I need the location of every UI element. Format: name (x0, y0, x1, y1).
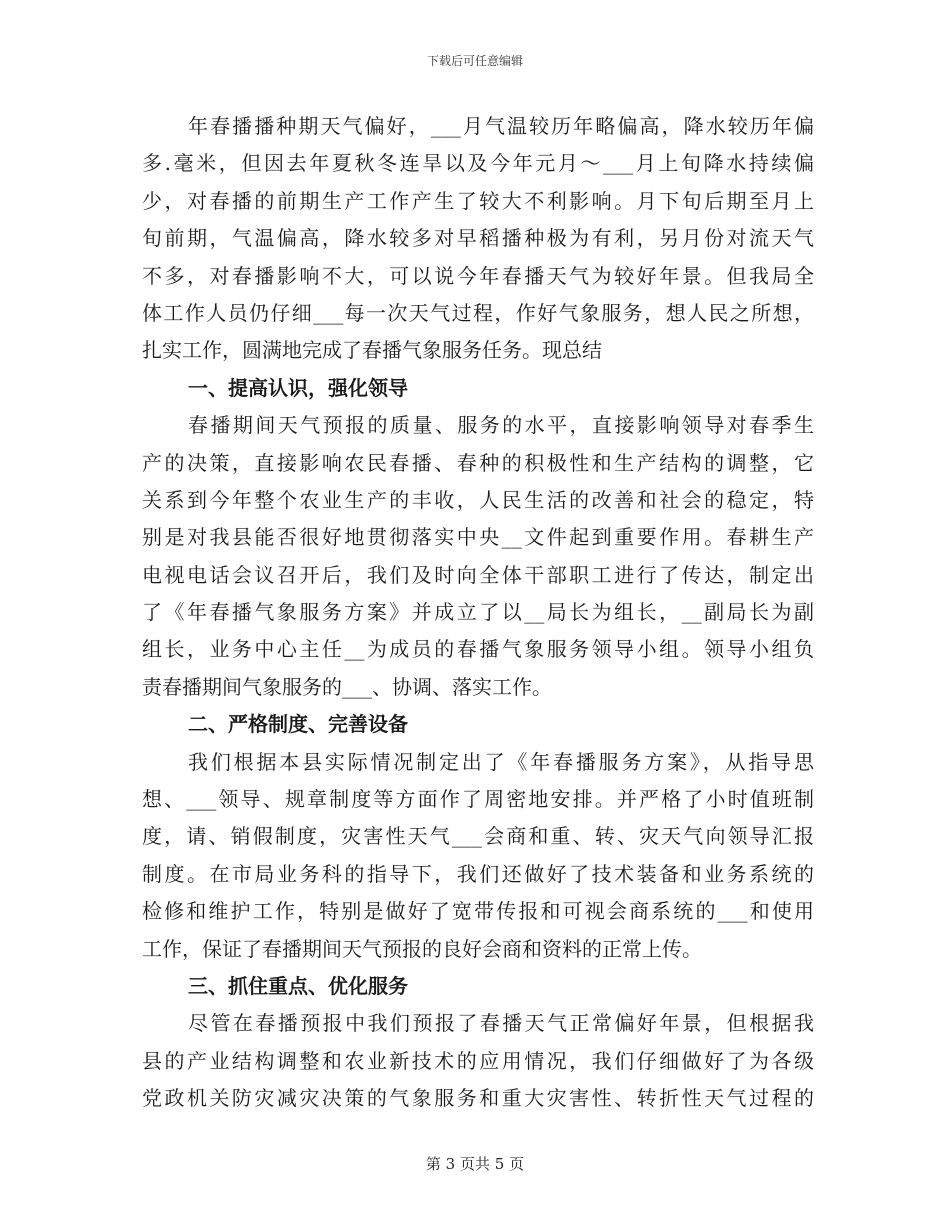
paragraph-line: 工作，保证了春播期间天气预报的良好会商和资料的正常上传。 (142, 936, 702, 961)
paragraph-line: 电视电话会议召开后，我们及时向全体干部职工进行了传达，制定出 (142, 562, 814, 587)
paragraph-line: 扎实工作，圆满地完成了春播气象服务任务。现总结 (142, 338, 602, 363)
page-header-note: 下载后可任意编辑 (426, 54, 523, 68)
paragraph-line: 县的产业结构调整和农业新技术的应用情况，我们仔细做好了为各级 (142, 1048, 814, 1073)
paragraph-line: 少，对春播的前期生产工作产生了较大不利影响。月下旬后期至月上 (142, 188, 814, 213)
section-heading: 二、严格制度、完善设备 (188, 712, 408, 737)
paragraph-line: 度，请、销假制度，灾害性天气___会商和重、转、灾天气向领导汇报 (142, 824, 814, 849)
section-heading: 三、抓住重点、优化服务 (188, 973, 408, 998)
paragraph-line: 制度。在市局业务科的指导下，我们还做好了技术装备和业务系统的 (142, 861, 814, 886)
paragraph-line: 检修和维护工作，特别是做好了宽带传报和可视会商系统的___和使用 (142, 899, 814, 924)
page-number: 第 3 页共 5 页 (425, 1155, 525, 1173)
paragraph-line: 党政机关防灾减灾决策的气象服务和重大灾害性、转折性天气过程的 (142, 1086, 814, 1111)
paragraph-line: 年春播播种期天气偏好，___月气温较历年略偏高，降水较历年偏 (188, 114, 814, 138)
document-body (142, 108, 814, 1118)
paragraph-line: 产的决策，直接影响农民春播、春种的积极性和生产结构的调整，它 (142, 450, 814, 475)
paragraph-line: 不多，对春播影响不大，可以说今年春播天气为较好年景。但我局全 (142, 263, 814, 288)
paragraph-line: 责春播期间气象服务的___、协调、落实工作。 (142, 674, 552, 699)
paragraph-line: 组长，业务中心主任__为成员的春播气象服务领导小组。领导小组负 (142, 637, 814, 662)
paragraph-line: 尽管在春播预报中我们预报了春播天气正常偏好年景，但根据我 (188, 1011, 814, 1036)
paragraph-line: 了《年春播气象服务方案》并成立了以__局长为组长，__副局长为副 (142, 600, 814, 625)
section-heading: 一、提高认识，强化领导 (188, 375, 408, 400)
paragraph-line: 别是对我县能否很好地贯彻落实中央__文件起到重要作用。春耕生产 (142, 525, 814, 550)
paragraph-line: 关系到今年整个农业生产的丰收，人民生活的改善和社会的稳定，特 (142, 487, 814, 512)
paragraph-line: 想、___领导、规章制度等方面作了周密地安排。并严格了小时值班制 (142, 787, 814, 812)
paragraph-line: 体工作人员仍仔细___每一次天气过程，作好气象服务，想人民之所想， (142, 300, 814, 325)
paragraph-line: 我们根据本县实际情况制定出了《年春播服务方案》，从指导思 (188, 749, 814, 774)
paragraph-line: 春播期间天气预报的质量、服务的水平，直接影响领导对春季生 (188, 413, 814, 438)
paragraph-line: 多.毫米，但因去年夏秋冬连旱以及今年元月～___月上旬降水持续偏 (142, 151, 814, 176)
paragraph-line: 旬前期，气温偏高，降水较多对早稻播种极为有利，另月份对流天气 (142, 226, 814, 251)
